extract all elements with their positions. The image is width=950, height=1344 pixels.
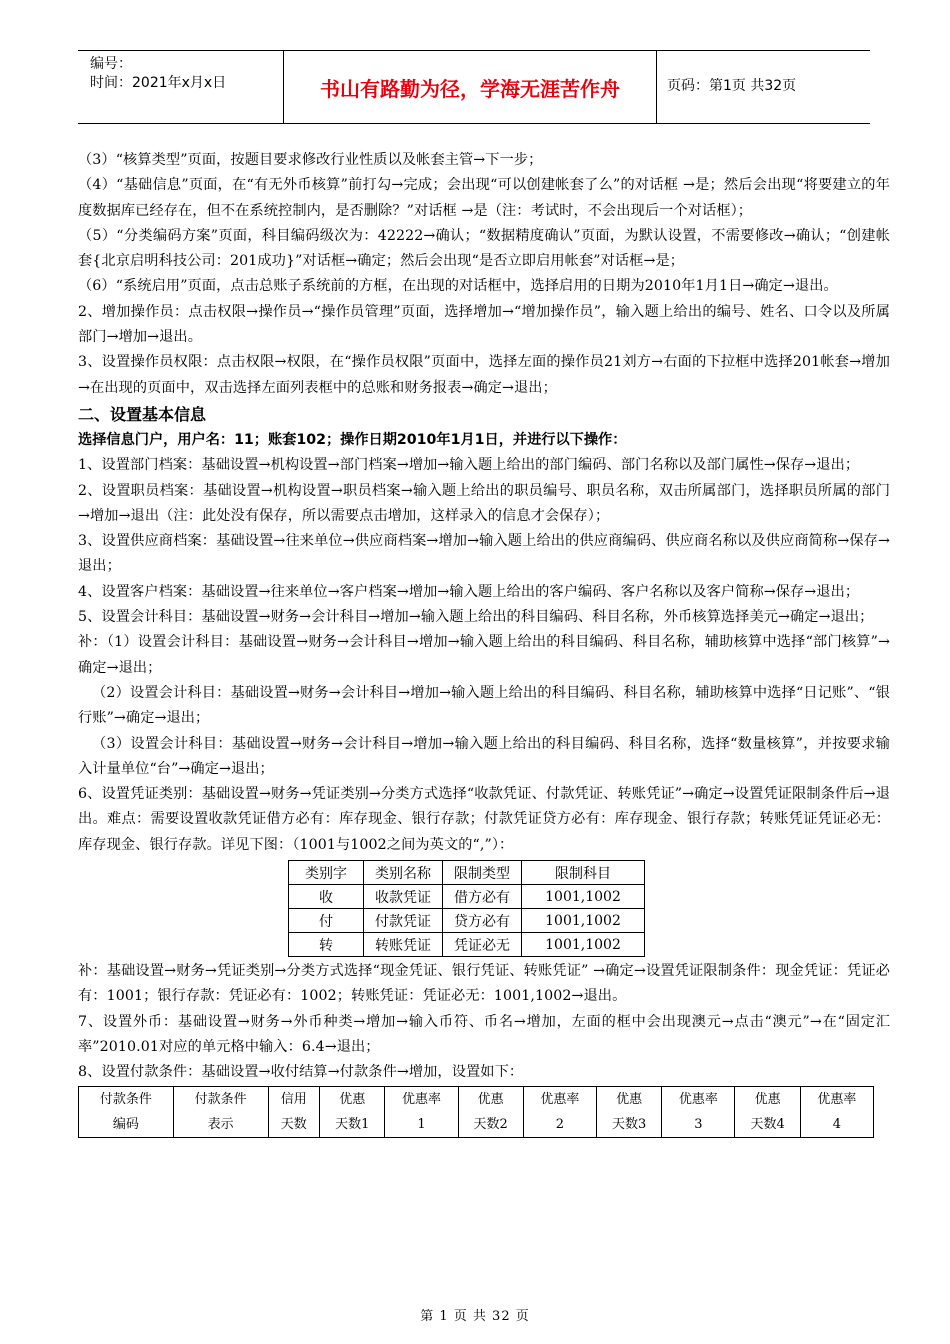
voucher-type-table [288,860,645,957]
header-line: 优惠 [339,1091,366,1107]
header-line: 天数2 [473,1116,508,1132]
header-line: 天数3 [611,1116,647,1132]
page-code: 页码：第1页 共32页 [667,78,797,94]
header-line: 优惠率 [678,1091,718,1107]
header-line: 2 [555,1116,565,1132]
header-line: 天数4 [750,1116,785,1132]
paragraph: 7、设置外币：基础设置→财务→外币种类→增加→输入币符、币名→增加，左面的框中会出现澳元→点击“澳元”→在“固定汇率”2010.01对应的单元格中输入：6.4→退出； [78,1013,890,1055]
motto: 书山有路勤为径，学海无涯苦作舟 [320,77,620,101]
table-header-cell [385,1086,458,1137]
paragraph: 6、设置凭证类别：基础设置→财务→凭证类别→分类方式选择“收款凭证、付款凭证、转账凭证”→确定→设置凭证限制条件后→退出。难点：需要设置收款凭证借方必有：库存现金、银行存款；付款凭证贷方必有：库存现金、银行存款；转账凭证凭证必无：库存现金、银行存款。详见下图：（1001与1002之间为英文的“,”）： [78,786,890,853]
header-line: 优惠 [477,1091,504,1107]
table-cell: 贷方必有 [443,909,522,933]
paragraph: （6）“系统启用”页面，点击总账子系统前的方框，在出现的对话框中，选择启用的日期为2010年1月1日→确定→退出。 [78,278,838,295]
header-page-cell [657,51,870,123]
payment-terms-table [78,1086,874,1138]
paragraph: 8、设置付款条件：基础设置→收付结算→付款条件→增加，设置如下： [78,1064,524,1081]
paragraph: 2、设置职员档案：基础设置→机构设置→职员档案→输入题上给出的职员编号、职员名称，双击所属部门，选择职员所属的部门→增加→退出（注：此处没有保存，所以需要点击增加，这样录入的信息才会保存）； [78,482,890,524]
table-cell: 转 [289,933,364,957]
table-header-row [289,861,645,885]
table-cell: 转账凭证 [364,933,443,957]
header-line: 付款条件 [194,1091,247,1107]
paragraph: 4、设置客户档案：基础设置→往来单位→客户档案→增加→输入题上给出的客户编码、客户名称以及客户简称→保存→退出； [78,583,860,600]
table-header-cell [79,1086,174,1137]
paragraph: 5、设置会计科目：基础设置→财务→会计科目→增加→输入题上给出的科目编码、科目名称，外币核算选择美元→确定→退出； [78,609,874,626]
table-header-row [79,1086,874,1137]
header-line: 天数1 [335,1116,370,1132]
paragraph: 2、增加操作员：点击权限→操作员→“操作员管理”页面，选择增加→“增加操作员”，输入题上给出的编号、姓名、口令以及所属部门→增加→退出。 [78,303,890,346]
paragraph: 1、设置部门档案：基础设置→机构设置→部门档案→增加→输入题上给出的部门编码、部门名称以及部门属性→保存→退出； [78,457,860,474]
paragraph: （3）“核算类型”页面，按题目要求修改行业性质以及帐套主管→下一步； [78,152,543,168]
table-header-cell: 类别名称 [364,861,443,885]
time-label: 时间：2021年x月x日 [90,75,227,91]
table-header-cell [458,1086,523,1137]
document-body [78,148,890,1138]
login-instruction: 选择信息门户，用户名：11；账套102；操作日期2010年1月1日，并进行以下操作： [78,431,627,448]
table-header-cell [596,1086,661,1137]
paragraph: 3、设置操作员权限：点击权限→权限，在“操作员权限”页面中，选择左面的操作员21刘方→右面的下拉框中选择201帐套→增加→在出现的页面中，双击选择左面列表框中的总账和财务报表→确定→退出； [78,354,890,396]
header-line: 3 [694,1116,703,1132]
header-line: 4 [832,1116,841,1132]
table-header-cell [800,1086,873,1137]
header-line: 天数 [280,1116,307,1132]
table-cell: 付 [289,909,364,933]
header-line: 优惠率 [540,1091,580,1107]
header-line: 优惠 [616,1091,643,1107]
table-header-cell [735,1086,800,1137]
header-motto-cell [284,51,657,123]
table-cell: 借方必有 [443,885,522,909]
table-cell: 1001,1002 [522,933,645,957]
table-header-cell: 限制科目 [522,861,645,885]
paragraph: （3）设置会计科目：基础设置→财务→会计科目→增加→输入题上给出的科目编码、科目名称，选择“数量核算”，并按要求输入计量单位“台”→确定→退出； [78,735,890,777]
table-header-cell [268,1086,320,1137]
paragraph: 补：基础设置→财务→凭证类别→分类方式选择“现金凭证、银行凭证、转账凭证” →确定→设置凭证限制条件：现金凭证：凭证必有：1001；银行存款：凭证必有：1002；转账凭证：凭证必无：1001,1002→退出。 [78,963,890,1005]
paragraph: 3、设置供应商档案：基础设置→往来单位→供应商档案→增加→输入题上给出的供应商编码、供应商名称以及供应商简称→保存→退出； [78,533,890,575]
page-footer: 第 1 页 共 32 页 [420,1309,530,1324]
paragraph: （2）设置会计科目：基础设置→财务→会计科目→增加→输入题上给出的科目编码、科目名称，辅助核算中选择“日记账”、“银行账”→确定→退出； [78,684,890,727]
section-heading: 二、设置基本信息 [78,404,207,424]
table-cell: 收 [289,885,364,909]
paragraph: 补：（1）设置会计科目：基础设置→财务→会计科目→增加→输入题上给出的科目编码、科目名称，辅助核算中选择“部门核算”→确定→退出； [78,634,890,676]
header-line: 表示 [207,1116,234,1132]
header-line: 编码 [112,1116,139,1132]
header-line: 优惠率 [817,1091,857,1107]
table-header-cell: 类别字 [289,861,364,885]
number-label: 编号： [90,56,132,72]
header-info-cell [78,51,284,123]
header-line: 信用 [280,1091,307,1107]
table-header-cell [173,1086,268,1137]
header-line: 优惠 [754,1091,781,1107]
table-header-cell [523,1086,596,1137]
table-cell: 收款凭证 [364,885,443,909]
header-line: 付款条件 [99,1091,152,1107]
table-header-cell: 限制类型 [443,861,522,885]
table-cell: 付款凭证 [364,909,443,933]
table-cell: 1001,1002 [522,909,645,933]
table-row [289,933,645,957]
header-line: 1 [417,1116,426,1132]
paragraph: （4）“基础信息”页面，在“有无外币核算”前打勾→完成；会出现“可以创建帐套了么”的对话框 →是；然后会出现“将要建立的年度数据库已经存在，但不在系统控制内，是否删除？”对话框 →是（注：考试时，不会出现后一个对话框）； [78,177,890,219]
page-header [78,50,870,124]
table-header-cell [662,1086,735,1137]
paragraph: （5）“分类编码方案”页面，科目编码级次为：42222→确认；“数据精度确认”页面，为默认设置，不需要修改→确认；“创建帐套{北京启明科技公司：201成功}”对话框→确定；然后会出现“是否立即启用帐套”对话框→是； [78,227,890,270]
table-cell: 凭证必无 [443,933,522,957]
header-line: 优惠率 [401,1091,441,1107]
table-row [289,885,645,909]
table-header-cell [320,1086,385,1137]
table-cell: 1001,1002 [522,885,645,909]
table-row [289,909,645,933]
